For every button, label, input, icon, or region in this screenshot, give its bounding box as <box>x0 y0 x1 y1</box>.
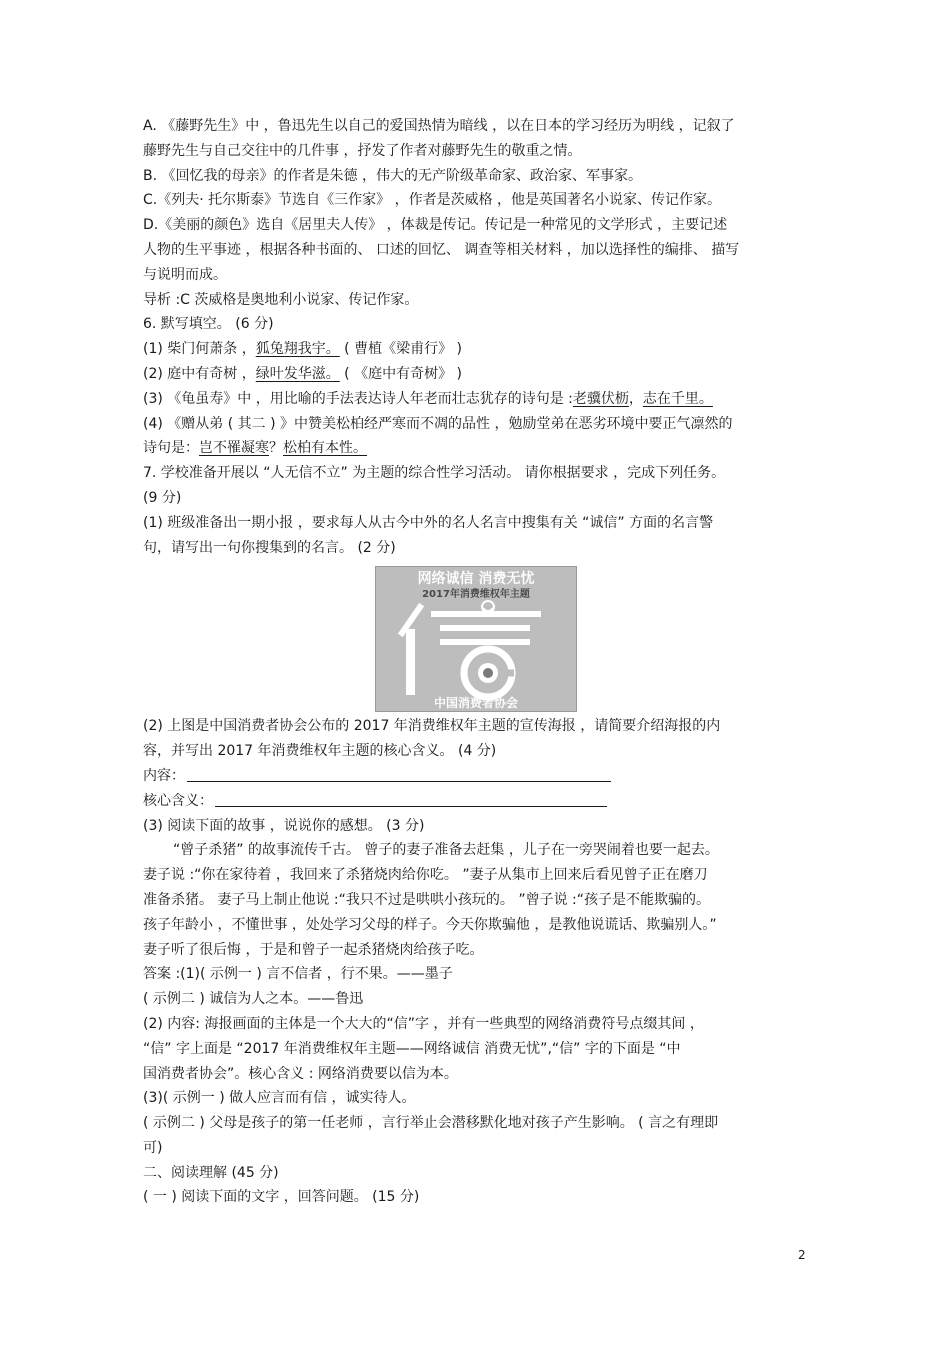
meaning-blank[interactable] <box>215 791 607 807</box>
story-line5: 妻子听了很后悔 ，于是和曾子一起杀猪烧肉给孩子吃。 <box>143 941 484 958</box>
question-7-2-line1: (2) 上图是中国消费者协会公布的 2017 年消费维权年主题的宣传海报 ，请简要介绍海报的内 <box>143 718 721 735</box>
option-a-line1: A. 《藤野先生》中 ，鲁迅先生以自己的爱国热情为暗线 ，以在日本的学习经历为明线 ，记叙了 <box>143 118 735 134</box>
answer-line: (3)( 示例一 ) 做人应言而有信 ，诚实待人。 <box>143 1090 416 1107</box>
at-symbol-graphic <box>464 649 514 697</box>
meaning-answer-line: 核心含义： <box>143 789 808 814</box>
answer-line: 答案 :(1)( 示例一 ) 言不信者 ，行不果。——墨子 <box>143 966 453 983</box>
question-6-heading: 6. 默写填空。 (6 分) <box>143 316 274 333</box>
fill-answer: 岂不罹凝寒 <box>199 440 269 457</box>
content-blank[interactable] <box>187 766 611 782</box>
story-line3: 准备杀猪。 妻子马上制止他说 :“我只不过是哄哄小孩玩的。 ”曾子说 :“孩子是不能欺骗的。 <box>143 891 710 908</box>
explanation: 导析 :C 茨威格是奥地利小说家、传记作家。 <box>143 291 419 308</box>
option-a-line2: 藤野先生与自己交往中的几件事 ，抒发了作者对藤野先生的敬重之情。 <box>143 142 582 159</box>
section-heading: 二、阅读理解 (45 分) <box>143 1164 279 1181</box>
poster-subtitle: 2017年消费维权年主题 <box>422 589 530 601</box>
poster-footer: 中国消费者协会 <box>433 696 519 711</box>
fill-item-1: (1) 柴门何萧条 ，狐兔翔我宇。 ( 曹植《梁甫行》 ) <box>143 341 463 358</box>
answer-line: ( 示例二 ) 诚信为人之本。——鲁迅 <box>143 991 364 1008</box>
fill-item-2: (2) 庭中有奇树 ，绿叶发华滋。 ( 《庭中有奇树》 ) <box>143 365 463 382</box>
answer-line: “信” 字上面是 “2017 年消费维权年主题——网络诚信 消费无忧”,“信” 字的下面是 “中 <box>143 1040 681 1057</box>
fill-answer: 老骥伏枥 <box>572 390 629 407</box>
story-line2: 妻子说 :“你在家待着 ，我回来了杀猪烧肉给你吃。 ”妻子从集市上回来后看见曾子正在磨刀 <box>143 867 708 884</box>
fill-answer: 松柏有本性。 <box>283 440 367 457</box>
option-b: B. 《回忆我的母亲》的作者是朱德 ，伟大的无产阶级革命家、政治家、军事家。 <box>143 167 642 184</box>
content-answer-line: 内容： <box>143 764 808 789</box>
answer-line: 国消费者协会”。核心含义 : 网络消费要以信为本。 <box>143 1065 458 1082</box>
option-c: C.《列夫· 托尔斯泰》节选自《三作家》 ，作者是茨威格 ，他是英国著名小说家、传记作家。 <box>143 192 722 209</box>
poster-title: 网络诚信 消费无忧 <box>417 571 535 588</box>
xin-character-graphic <box>402 601 541 695</box>
question-7-1-line2: 句，请写出一句你搜集到的名言。 (2 分) <box>143 539 396 556</box>
subsection-heading: ( 一 ) 阅读下面的文字 ，回答问题。 (15 分) <box>143 1189 420 1206</box>
poster-container <box>143 560 808 714</box>
answer-line: 可) <box>143 1139 163 1156</box>
answer-line: ( 示例二 ) 父母是孩子的第一任老师 ，言行举止会潜移默化地对孩子产生影响。 ( 言之有理即 <box>143 1115 719 1132</box>
fill-answer: 志在千里。 <box>642 390 713 407</box>
story-line1: “曾子杀猪” 的故事流传千古。 曾子的妻子准备去赶集 ，儿子在一旁哭闹着也要一起去。 <box>173 842 719 859</box>
page-number: 2 <box>798 1248 806 1262</box>
option-d-line3: 与说明而成。 <box>143 266 227 283</box>
option-d-line1: D.《美丽的颜色》选自《居里夫人传》 ，体裁是传记。传记是一种常见的文学形式 ，主要记述 <box>143 217 728 234</box>
fill-item-4-line2: 诗句是：岂不罹凝寒？松柏有本性。 <box>143 440 367 457</box>
question-7-line2: (9 分) <box>143 489 182 506</box>
fill-item-3: (3) 《龟虽寿》中 ，用比喻的手法表达诗人年老而壮志犹存的诗句是 :老骥伏枥，志在千里。 <box>143 390 713 407</box>
question-7-2-line2: 容，并写出 2017 年消费维权年主题的核心含义。 (4 分) <box>143 743 497 760</box>
option-d-line2: 人物的生平事迹 ，根据各种书面的、 口述的回忆、 调查等相关材料 ，加以选择性的编排、 描写 <box>143 241 740 258</box>
document-body <box>143 114 808 1210</box>
fill-item-4-line1: (4) 《赠从弟 ( 其二 ) 》中赞美松柏经严寒而不凋的品性 ，勉励堂弟在恶劣环境中要正气凛然的 <box>143 415 733 432</box>
answer-line: (2) 内容: 海报画面的主体是一个大大的“信”字 ，并有一些典型的网络消费符号点缀其间 ， <box>143 1015 704 1032</box>
consumer-poster-image <box>375 566 577 712</box>
question-7-3: (3) 阅读下面的故事 ，说说你的感想。 (3 分) <box>143 817 425 834</box>
fill-answer: 绿叶发华滋。 <box>255 365 340 382</box>
story-line4: 孩子年龄小 ，不懂世事 ，处处学习父母的样子。今天你欺骗他 ，是教他说谎话、欺骗别人。” <box>143 916 717 933</box>
fill-answer: 狐兔翔我宇。 <box>255 341 340 358</box>
question-7-line1: 7. 学校准备开展以 “人无信不立” 为主题的综合性学习活动。 请你根据要求 ，完成下列任务。 <box>143 465 726 482</box>
question-7-1-line1: (1) 班级准备出一期小报 ，要求每人从古今中外的名人名言中搜集有关 “诚信” 方面的名言警 <box>143 514 714 531</box>
